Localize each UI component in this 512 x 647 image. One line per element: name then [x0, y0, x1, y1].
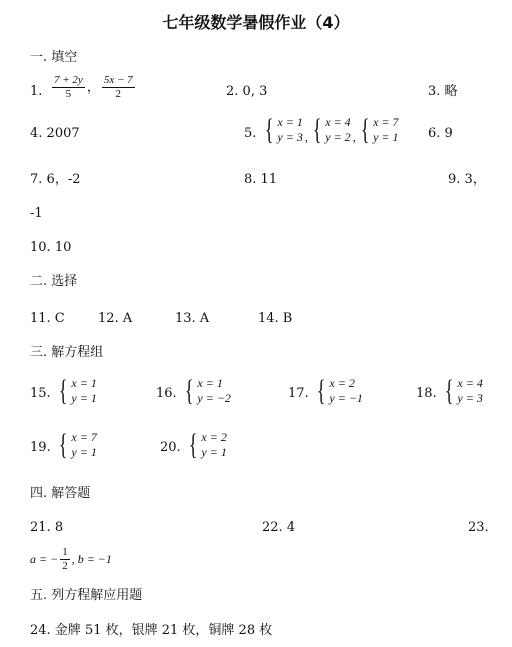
q10-answer: 10	[54, 240, 72, 255]
q19-x: x = 7	[71, 430, 97, 444]
q12-answer: 12. A	[98, 311, 133, 326]
q16-number: 16.	[156, 386, 177, 401]
q20-number: 20.	[160, 440, 181, 455]
q21-line	[30, 520, 63, 536]
q20-x: x = 2	[201, 430, 227, 444]
q5-system-3-x: x = 7	[373, 115, 399, 129]
q17-y: y = −1	[329, 391, 363, 405]
q15-number: 15.	[30, 386, 51, 401]
q5-system-3-y: y = 1	[373, 130, 399, 144]
q23-fraction-denominator: 2	[62, 560, 68, 572]
q24-answer: 24. 金牌 51 枚，银牌 21 枚，铜牌 28 枚	[30, 623, 273, 638]
q10-line	[30, 240, 71, 256]
q9-number: 9.	[448, 172, 461, 187]
q23-answer	[30, 546, 112, 573]
q19-number: 19.	[30, 440, 51, 455]
q5-systems	[262, 115, 399, 145]
q18-y: y = 3	[457, 391, 483, 405]
q2-number: 2.	[226, 84, 239, 99]
q11-answer: 11. C	[30, 311, 65, 326]
q6-line	[428, 126, 453, 142]
q14-answer: 14. B	[258, 311, 293, 326]
q16-x: x = 1	[197, 376, 223, 390]
brace-icon: {	[264, 113, 274, 146]
q2-line	[226, 84, 267, 100]
q6-number: 6.	[428, 126, 441, 141]
q17-system	[314, 376, 363, 406]
q16-system	[182, 376, 231, 406]
brace-icon: {	[188, 428, 198, 461]
q1-fraction-2	[102, 74, 135, 101]
q5-system-1-x: x = 1	[277, 115, 303, 129]
brace-icon: {	[184, 374, 194, 407]
q5-separator: ,	[304, 130, 308, 144]
q4-line	[30, 126, 80, 142]
q23-b-value: , b = −1	[71, 552, 112, 566]
q2-answer: 0, 3	[242, 84, 268, 99]
q23-number: 23.	[468, 520, 489, 535]
brace-icon: {	[58, 428, 68, 461]
q16-y: y = −2	[197, 391, 231, 405]
q15-x: x = 1	[71, 376, 97, 390]
q1-fraction-1-numerator: 7 + 2y	[54, 74, 83, 86]
q18-number: 18.	[416, 386, 437, 401]
q23-fraction	[60, 546, 70, 573]
q19-system	[56, 430, 97, 460]
q15-system	[56, 376, 97, 406]
q17-x: x = 2	[329, 376, 355, 390]
q20-y: y = 1	[201, 445, 227, 459]
q5-number: 5.	[244, 126, 257, 141]
q1-fraction-1-denominator: 5	[65, 88, 72, 100]
q15-y: y = 1	[71, 391, 97, 405]
section-heading-fill-in: 一. 填空	[30, 50, 78, 65]
q1-separator: ，	[86, 80, 100, 95]
q3-answer: 略	[444, 84, 458, 99]
q22-number: 22.	[262, 520, 283, 535]
q19-y: y = 1	[71, 445, 97, 459]
q5-system-2-x: x = 4	[325, 115, 351, 129]
q8-answer: 11	[260, 172, 278, 187]
q4-number: 4.	[30, 126, 43, 141]
q6-answer: 9	[444, 126, 453, 141]
section-heading-choice: 二. 选择	[30, 274, 78, 289]
brace-icon: {	[316, 374, 326, 407]
section-heading-solutions: 四. 解答题	[30, 486, 91, 501]
q1-fraction-2-numerator: 5x − 7	[103, 74, 133, 86]
q3-number: 3.	[428, 84, 441, 99]
brace-icon: {	[58, 374, 68, 407]
q3-line	[428, 84, 458, 100]
q13-answer: 13. A	[175, 311, 210, 326]
q21-answer: 8	[54, 520, 64, 535]
q9-line	[448, 172, 486, 188]
brace-icon: {	[312, 113, 322, 146]
q5-system-2-y: y = 2	[325, 130, 351, 144]
q5-system-1-y: y = 3	[277, 130, 303, 144]
q23-a-prefix: a = −	[30, 552, 59, 566]
q7-number: 7.	[30, 172, 43, 187]
q18-system	[442, 376, 483, 406]
q1-answer	[50, 74, 137, 101]
q7-line	[30, 172, 80, 188]
page-title: 七年级数学暑假作业（4）	[162, 13, 350, 32]
q9-answer: 3，	[464, 172, 486, 187]
q5-separator: ,	[352, 130, 356, 144]
q1-number: 1.	[30, 84, 43, 99]
q10-number: 10.	[30, 240, 51, 255]
q17-number: 17.	[288, 386, 309, 401]
q4-answer: 2007	[46, 126, 80, 141]
q21-number: 21.	[30, 520, 51, 535]
q22-line	[262, 520, 295, 536]
q1-fraction-2-denominator: 2	[115, 88, 121, 100]
q7-answer: 6，-2	[46, 172, 81, 187]
brace-icon: {	[444, 374, 454, 407]
q22-answer: 4	[286, 520, 296, 535]
section-heading-word-problems: 五. 列方程解应用题	[30, 588, 143, 603]
q8-number: 8.	[244, 172, 257, 187]
q1-fraction-1	[52, 74, 85, 101]
brace-icon: {	[360, 113, 370, 146]
q18-x: x = 4	[457, 376, 483, 390]
q8-line	[244, 172, 277, 188]
section-heading-equation-systems: 三. 解方程组	[30, 345, 104, 360]
q23-fraction-numerator: 1	[62, 546, 68, 558]
q9-continuation: -1	[30, 206, 43, 221]
q20-system	[186, 430, 227, 460]
